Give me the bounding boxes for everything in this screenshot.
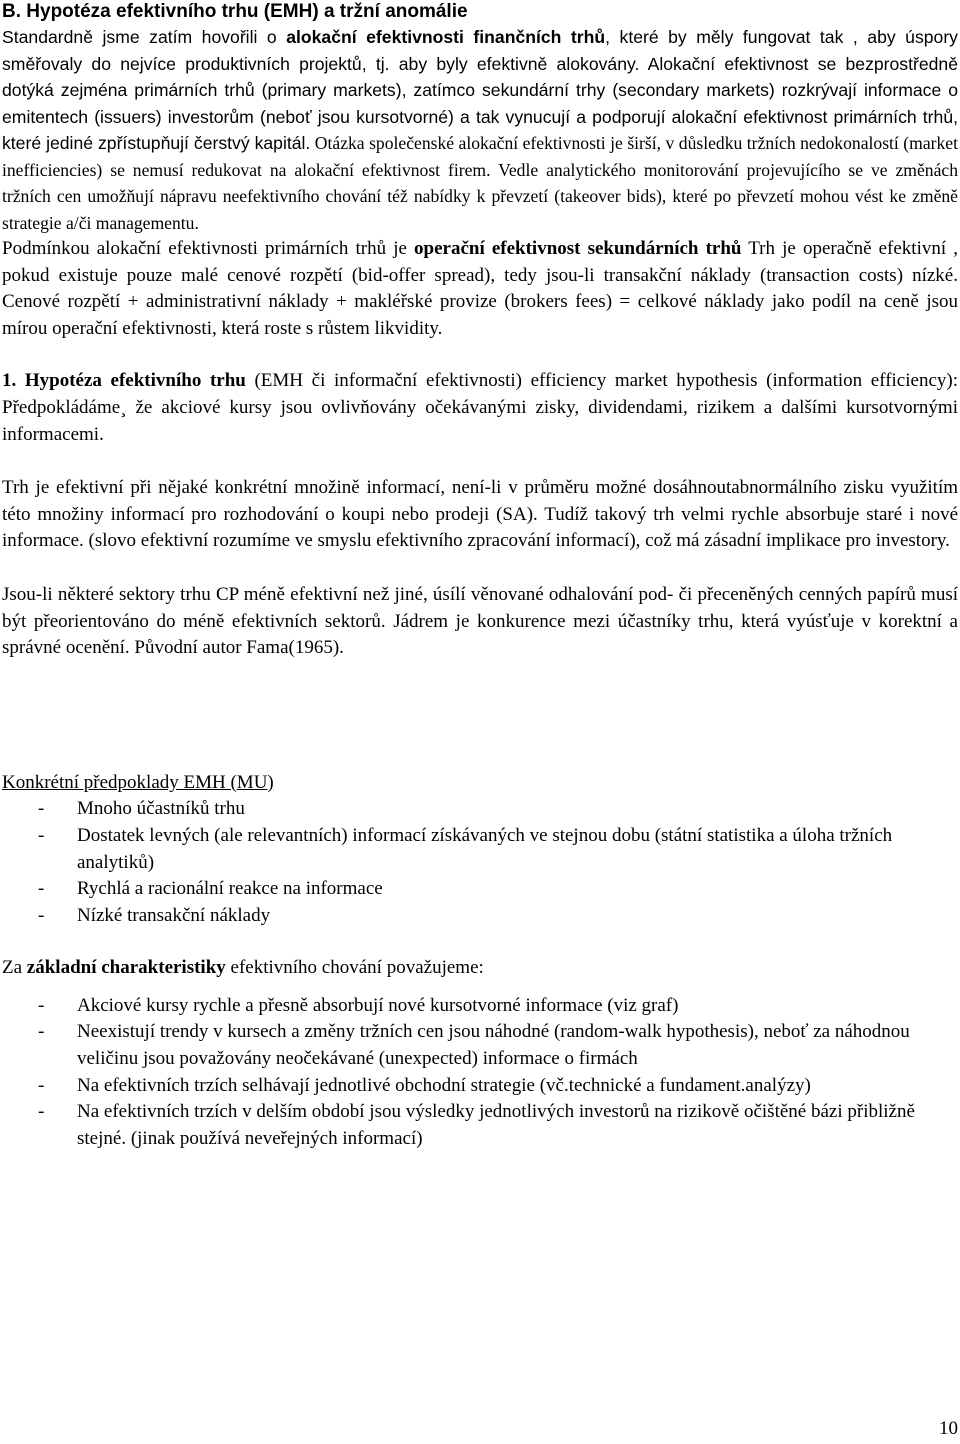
assumptions-list bbox=[2, 796, 958, 929]
list-item: - Mnoho účastníků trhu bbox=[2, 796, 958, 823]
list-item: - Akciové kursy rychle a přesně absorbují nové kursotvorné informace (viz graf) bbox=[2, 993, 958, 1020]
list-item: - Na efektivních trzích v delším období jsou výsledky jednotlivých investorů na rizikově očištěné bázi přibližně stejné. (jinak používá neveřejných informací) bbox=[2, 1099, 958, 1152]
sectors-paragraph: Jsou-li některé sektory trhu CP méně efektivní než jiné, úsílí věnované odhalování pod- či přeceněných cenných papírů musí být přeorientováno do méně efektivních sektorů. Jádrem je konkurence mezi účastníky trhu, která vyúsťuje v korektní a správné ocenění. Původní autor Fama(1965). bbox=[2, 583, 958, 659]
operational-efficiency-paragraph: Podmínkou alokační efektivnosti primárních trhů je operační efektivnost sekundárních trhů Trh je operačně efektivní , pokud existuje pouze malé cenové rozpětí (bid-offer spread), tedy jsou-li transakční náklady (transaction costs) nízké. Cenové rozpětí + administrativní náklady + makléřské provize (brokers fees) = celkové náklady jako podíl na ceně jsou mírou operační efektivnosti, která roste s růstem likvidity. bbox=[2, 238, 958, 339]
list-item: - Neexistují trendy v kursech a změny tržních cen jsou náhodné (random-walk hypothesis), neboť za náhodnou veličinu jsou považovány neočekávané (unexpected) informace o firmách bbox=[2, 1019, 958, 1072]
characteristics-list bbox=[2, 993, 958, 1153]
intro-paragraph: Standardně jsme zatím hovořili o alokační efektivnosti finančních trhů, které by měly fungovat tak , aby úspory směřovaly do nejvíce produktivních projektů, tj. aby byly efektivně alokovány. Alokační efektivnost se bezprostředně dotýká zejména primárních trhů (primary markets), zatímco sekundární trhy (secondary markets) rozkrývají informace o emitentech (issuers) investorům (neboť jsou kursotvorné) a tak vynucují a podporují alokační efektivnost primárních trhů, které jediné zpřístupňují čerstvý kapitál. Otázka společenské alokační efektivnosti je širší, v důsledku tržních nedokonalostí (market inefficiencies) se nemusí redukovat na alokační efektivnost firem. Vedle analytického monitorování projevujícího se ve změnách tržních cen umožňují nápravu neefektivního chování též nabídky k převzetí (takeover bids), které po převzetí mohou vést ke změně strategie a/či managementu. bbox=[2, 27, 958, 233]
list-item: - Rychlá a racionální reakce na informace bbox=[2, 876, 958, 903]
list-item: - Nízké transakční náklady bbox=[2, 903, 958, 930]
efficient-market-paragraph: Trh je efektivní při nějaké konkrétní množině informací, není-li v průměru možné dosáhnoutabnormálního zisku využitím této množiny informací pro rozhodování o koupi nebo prodeji (SA). Tudíž takový trh velmi rychle absorbuje staré i nové informace. (slovo efektivní rozumíme ve smyslu efektivního zpracování informací), což má zásadní implikace pro investory. bbox=[2, 477, 958, 552]
characteristics-term: základní charakteristiky bbox=[26, 957, 226, 979]
page-number: 10 bbox=[939, 1418, 958, 1439]
allocative-efficiency-term: alokační efektivnosti finančních trhů bbox=[286, 27, 606, 47]
characteristics-lead: Za základní charakteristiky efektivního chování považujeme: bbox=[2, 957, 484, 979]
list-item: - Dostatek levných (ale relevantních) informací získávaných ve stejnou dobu (státní statistika a úloha tržních analytiků) bbox=[2, 823, 958, 876]
list-item: - Na efektivních trzích selhávají jednotlivé obchodní strategie (vč.technické a fundament.analýzy) bbox=[2, 1073, 958, 1100]
emh-term: 1. Hypotéza efektivního trhu bbox=[2, 370, 246, 392]
assumptions-heading: Konkrétní předpoklady EMH (MU) bbox=[2, 771, 274, 793]
operational-efficiency-term: operační efektivnost sekundárních trhů bbox=[414, 238, 742, 259]
emh-paragraph: 1. Hypotéza efektivního trhu (EMH či informační efektivnosti) efficiency market hypothesis (information efficiency): Předpokládáme¸ že akciové kursy jsou ovlivňovány očekávanými zisky, dividendami, rizikem a dalšími kursotvornými informacemi. bbox=[2, 370, 958, 445]
section-title: B. Hypotéza efektivního trhu (EMH) a tržní anomálie bbox=[2, 1, 468, 22]
document-page bbox=[2, 0, 958, 1152]
